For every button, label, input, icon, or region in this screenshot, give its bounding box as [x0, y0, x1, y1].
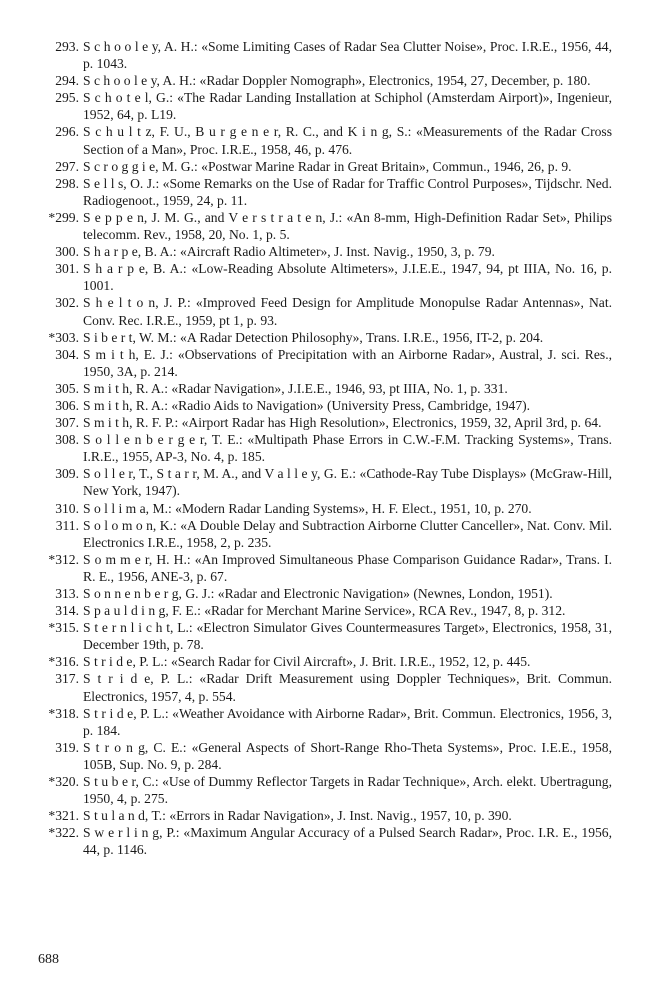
reference-text: S c h o o l e y, A. H.: «Some Limiting Cases of Radar Sea Clutter Noise», Proc. I.R.E., 1956, 44, p. 1043. — [83, 39, 612, 72]
reference-text: S m i t h, R. F. P.: «Airport Radar has High Resolution», Electronics, 1959, 32, April 3rd, p. 64. — [83, 415, 602, 431]
reference-text: S o l o m o n, K.: «A Double Delay and Subtraction Airborne Clutter Canceller», Nat. Conv. Mil. Electronics I.R.E., 1958, 2, p. 235. — [83, 517, 612, 550]
page-number: 688 — [38, 952, 59, 967]
reference-number: 304. — [55, 346, 79, 362]
reference-number: 301. — [55, 261, 79, 277]
reference-entry — [24, 619, 612, 653]
reference-entry — [24, 807, 612, 824]
reference-number: *315. — [48, 620, 79, 636]
reference-number: 300. — [55, 244, 79, 260]
reference-number: *299. — [48, 209, 79, 225]
reference-entry — [24, 551, 612, 585]
reference-entry — [24, 123, 612, 157]
reference-text: S m i t h, R. A.: «Radio Aids to Navigation» (University Press, Cambridge, 1947). — [83, 397, 531, 413]
reference-entry — [24, 653, 612, 670]
reference-text: S o m m e r, H. H.: «An Improved Simultaneous Phase Comparison Guidance Radar», Trans. I. R. E., 1956, ANE-3, p. 67. — [83, 551, 612, 584]
reference-entry — [24, 380, 612, 397]
reference-text: S h a r p e, B. A.: «Low-Reading Absolute Altimeters», J.I.E.E., 1947, 94, pt IIIA, No. 16, p. 1001. — [83, 261, 612, 294]
reference-list — [24, 38, 612, 859]
reference-entry — [24, 72, 612, 89]
reference-number: 319. — [55, 739, 79, 755]
reference-number: 311. — [55, 517, 79, 533]
reference-number: 297. — [55, 158, 79, 174]
reference-entry — [24, 465, 612, 499]
reference-number: 298. — [55, 175, 79, 191]
reference-text: S t e r n l i c h t, L.: «Electron Simulator Gives Countermeasures Target», Electronics, 1958, 31, December 19th, p. 78. — [83, 620, 612, 653]
reference-text: S c h u l t z, F. U., B u r g e n e r, R. C., and K i n g, S.: «Measurements of the Radar Cross Section of a Man», Proc. I.R.E., 1958, 46, p. 476. — [83, 124, 612, 157]
reference-number: *321. — [48, 808, 79, 824]
reference-entry — [24, 500, 612, 517]
reference-number: 310. — [55, 500, 79, 516]
reference-text: S e p p e n, J. M. G., and V e r s t r a t e n, J.: «An 8-mm, High-Definition Radar Set», Philips telecomm. Rev., 1958, 20, No. 1, p. 5. — [83, 209, 612, 243]
reference-entry — [24, 397, 612, 414]
reference-entry — [24, 329, 612, 346]
reference-text: S o n n e n b e r g, G. J.: «Radar and Electronic Navigation» (Newnes, London, 1951). — [83, 586, 553, 601]
reference-text: S h a r p e, B. A.: «Aircraft Radio Altimeter», J. Inst. Navig., 1950, 3, p. 79. — [83, 244, 495, 260]
reference-text: S o l l e r, T., S t a r r, M. A., and V a l l e y, G. E.: «Cathode-Ray Tube Displays» (McGraw-Hill, New York, 1947). — [83, 466, 612, 499]
reference-number: 307. — [55, 415, 79, 431]
reference-entry — [24, 346, 612, 380]
reference-number: *312. — [48, 551, 79, 567]
reference-entry — [24, 294, 612, 328]
reference-text: S t r i d e, P. L.: «Weather Avoidance with Airborne Radar», Brit. Commun. Electronics, 1956, 3, p. 184. — [83, 705, 612, 738]
reference-number: 294. — [55, 73, 79, 89]
reference-number: *322. — [48, 825, 79, 841]
reference-entry — [24, 585, 612, 602]
reference-number: 314. — [55, 603, 79, 619]
reference-number: *320. — [48, 774, 79, 790]
reference-text: S m i t h, R. A.: «Radar Navigation», J.I.E.E., 1946, 93, pt IIIA, No. 1, p. 331. — [83, 380, 508, 396]
reference-entry — [24, 209, 612, 243]
reference-number: *316. — [48, 654, 79, 670]
reference-entry — [24, 670, 612, 704]
reference-text: S c h o t e l, G.: «The Radar Landing Installation at Schiphol (Amsterdam Airport)», Ingenieur, 1952, 64, p. L19. — [83, 90, 612, 123]
reference-text: S t r i d e, P. L.: «Radar Drift Measurement using Doppler Techniques», Brit. Commun. Electronics, 1957, 4, p. 554. — [83, 671, 612, 704]
reference-text: S t u l a n d, T.: «Errors in Radar Navigation», J. Inst. Navig., 1957, 10, p. 390. — [83, 808, 512, 824]
reference-number: 313. — [55, 586, 79, 601]
reference-number: 302. — [55, 295, 79, 311]
reference-number: 305. — [55, 380, 79, 396]
reference-entry — [24, 158, 612, 175]
reference-number: 309. — [55, 466, 79, 482]
reference-text: S c h o o l e y, A. H.: «Radar Doppler Nomograph», Electronics, 1954, 27, December, p. 180. — [83, 73, 591, 89]
reference-text: S o l l i m a, M.: «Modern Radar Landing Systems», H. F. Elect., 1951, 10, p. 270. — [83, 500, 532, 516]
reference-entry — [24, 705, 612, 739]
reference-entry — [24, 243, 612, 260]
reference-text: S h e l t o n, J. P.: «Improved Feed Design for Amplitude Monopulse Radar Antennas», Nat. Conv. Rec. I.R.E., 1959, pt 1, p. 93. — [83, 295, 612, 328]
reference-text: S m i t h, E. J.: «Observations of Precipitation with an Airborne Radar», Austral, J. sci. Res., 1950, 3A, p. 214. — [83, 346, 612, 379]
reference-entry — [24, 89, 612, 123]
reference-number: 295. — [55, 90, 79, 106]
reference-number: 308. — [55, 432, 79, 448]
reference-entry — [24, 414, 612, 431]
reference-entry — [24, 824, 612, 858]
reference-entry — [24, 517, 612, 551]
reference-number: 317. — [55, 671, 79, 687]
reference-number: 296. — [55, 124, 79, 140]
reference-text: S p a u l d i n g, F. E.: «Radar for Merchant Marine Service», RCA Rev., 1947, 8, p. 312. — [83, 603, 566, 619]
reference-number: 293. — [55, 39, 79, 54]
reference-text: S w e r l i n g, P.: «Maximum Angular Accuracy of a Pulsed Search Radar», Proc. I.R. E., 1956, 44, p. 1146. — [83, 825, 612, 858]
reference-entry — [24, 739, 612, 773]
reference-text: S e l l s, O. J.: «Some Remarks on the Use of Radar for Traffic Control Purposes», Tijdschr. Ned. Radiogenoot., 1959, 24, p. 11. — [83, 175, 612, 208]
reference-text: S c r o g g i e, M. G.: «Postwar Marine Radar in Great Britain», Commun., 1946, 26, p. 9. — [83, 158, 572, 174]
reference-entry — [24, 38, 612, 72]
reference-entry — [24, 602, 612, 619]
reference-text: S t r o n g, C. E.: «General Aspects of Short-Range Rho-Theta Systems», Proc. I.E.E., 1958, 105B, Sup. No. 9, p. 284. — [83, 739, 612, 772]
reference-text: S i b e r t, W. M.: «A Radar Detection Philosophy», Trans. I.R.E., 1956, IT-2, p. 204. — [83, 329, 544, 345]
reference-text: S t u b e r, C.: «Use of Dummy Reflector Targets in Radar Technique», Arch. elekt. Ubertragung, 1950, 4, p. 275. — [83, 774, 612, 807]
reference-number: *318. — [48, 705, 79, 721]
reference-entry — [24, 260, 612, 294]
reference-text: S t r i d e, P. L.: «Search Radar for Civil Aircraft», J. Brit. I.R.E., 1952, 12, p. 445. — [83, 654, 531, 670]
reference-entry — [24, 175, 612, 209]
reference-number: *303. — [48, 329, 79, 345]
reference-number: 306. — [55, 397, 79, 413]
reference-entry — [24, 773, 612, 807]
reference-text: S o l l e n b e r g e r, T. E.: «Multipath Phase Errors in C.W.-F.M. Tracking Systems», Trans. I.R.E., 1955, AP-3, No. 4, p. 185. — [83, 432, 612, 465]
reference-entry — [24, 431, 612, 465]
